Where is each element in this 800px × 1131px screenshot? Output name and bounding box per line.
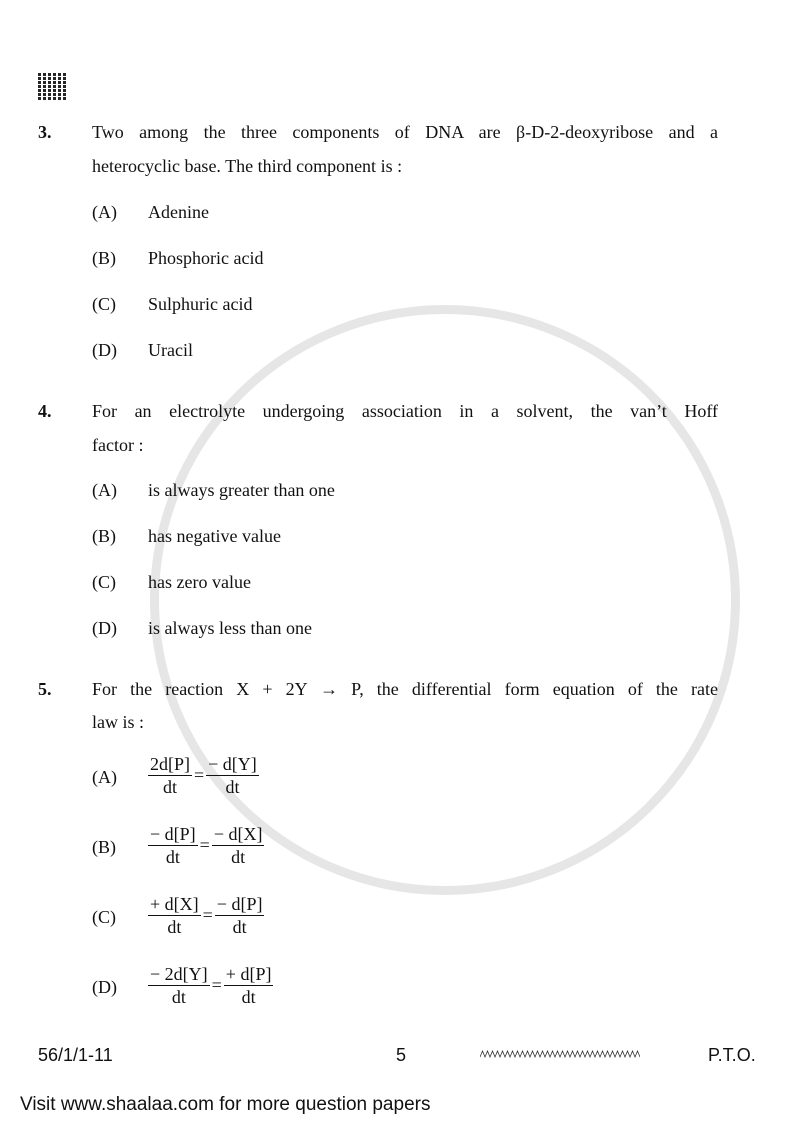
option-label: (A) [92, 767, 117, 787]
denominator: dt [167, 917, 182, 937]
option-label: (D) [92, 977, 117, 997]
paper-code: 56/1/1-11 [38, 1045, 113, 1065]
numerator: − d[Y] [208, 754, 257, 774]
denominator: dt [231, 847, 246, 867]
denominator: dt [225, 777, 240, 797]
equals-sign: = [202, 905, 213, 925]
wavy-line-decoration [480, 1050, 640, 1058]
option-label: (B) [92, 526, 116, 546]
option-text: has negative value [148, 526, 281, 546]
question-text: heterocyclic base. The third component is : [92, 156, 403, 176]
question-number: 5. [38, 679, 52, 699]
denominator: dt [171, 987, 186, 1007]
rhs-fraction [215, 893, 265, 938]
denominator: dt [241, 987, 256, 1007]
equals-sign: = [211, 975, 222, 995]
question-text: Two among the three components of DNA are β-D-2-deoxyribose and a [92, 122, 718, 142]
lhs-fraction [148, 893, 201, 938]
question-text: law is : [92, 712, 144, 732]
option-label: (C) [92, 294, 116, 314]
option-label: (A) [92, 202, 117, 222]
option-text: Adenine [148, 202, 209, 222]
lhs-fraction [148, 963, 210, 1008]
option-label: (D) [92, 618, 117, 638]
question-number: 3. [38, 122, 52, 142]
rate-equation [148, 893, 264, 938]
denominator: dt [165, 847, 180, 867]
numerator: 2d[P] [150, 754, 190, 774]
rhs-fraction [206, 753, 259, 798]
option-label: (B) [92, 248, 116, 268]
option-text: Sulphuric acid [148, 294, 253, 314]
option-text: is always less than one [148, 618, 312, 638]
option-label: (D) [92, 340, 117, 360]
numerator: − d[X] [213, 824, 263, 844]
option-label: (C) [92, 907, 116, 927]
question-text: For the reaction X + 2Y → P, the differential form equation of the rate [92, 679, 718, 699]
option-text: Phosphoric acid [148, 248, 264, 268]
question-number: 4. [38, 401, 52, 421]
option-text: Uracil [148, 340, 193, 360]
rhs-fraction [224, 963, 274, 1008]
lhs-fraction [148, 753, 192, 798]
numerator: − d[P] [150, 824, 196, 844]
rate-equation [148, 823, 264, 868]
page-number: 5 [396, 1045, 407, 1065]
visit-link-text[interactable]: Visit www.shaalaa.com for more question papers [20, 1094, 431, 1115]
pto-label: P.T.O. [708, 1045, 756, 1065]
option-label: (B) [92, 837, 116, 857]
option-label: (C) [92, 572, 116, 592]
equals-sign: = [199, 835, 210, 855]
rhs-fraction [212, 823, 265, 868]
numerator: + d[X] [150, 894, 199, 914]
question-text: For an electrolyte undergoing association in a solvent, the van’t Hoff [92, 401, 718, 421]
numerator: + d[P] [225, 964, 272, 984]
rate-equation [148, 963, 273, 1008]
question-text: factor : [92, 435, 144, 455]
equals-sign: = [194, 765, 205, 785]
numerator: − 2d[Y] [150, 964, 208, 984]
option-text: has zero value [148, 572, 251, 592]
option-label: (A) [92, 480, 117, 500]
numerator: − d[P] [216, 894, 263, 914]
option-text: is always greater than one [148, 480, 335, 500]
lhs-fraction [148, 823, 198, 868]
rate-equation [148, 753, 259, 798]
denominator: dt [232, 917, 247, 937]
qr-code-icon [38, 72, 66, 100]
watermark-circle [150, 305, 740, 895]
denominator: dt [162, 777, 177, 797]
